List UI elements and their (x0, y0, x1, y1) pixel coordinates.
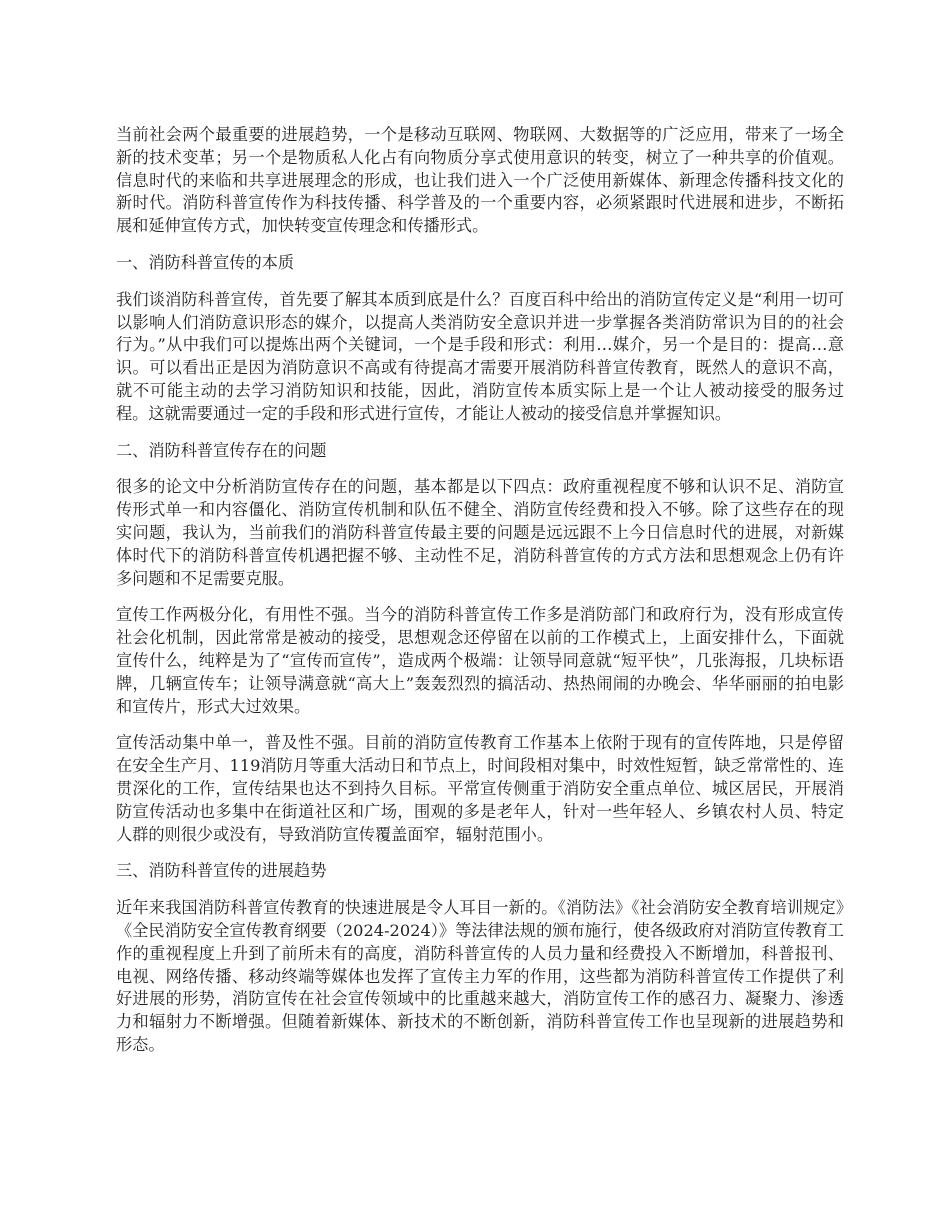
essence-paragraph: 我们谈消防科普宣传，首先要了解其本质到底是什么？百度百科中给出的消防宣传定义是“利用一切可以影响人们消防意识形态的媒介，以提高人类消防安全意识并进一步掌握各类消防常识为目的的社会行为。”从中我们可以提炼出两个关键词，一个是手段和形式：利用…媒介，另一个是目的：提高…意识。可以看出正是因为消防意识不高或有待提高才需要开展消防科普宣传教育，既然人的意识不高，就不可能主动的去学习消防知识和技能，因此，消防宣传本质实际上是一个让人被动接受的服务过程。这就需要通过一定的手段和形式进行宣传，才能让人被动的接受信息并掌握知识。 (116, 289, 844, 423)
intro-paragraph: 当前社会两个最重要的进展趋势，一个是移动互联网、物联网、大数据等的广泛应用，带来了一场全新的技术变革；另一个是物质私人化占有向物质分享式使用意识的转变，树立了一种共享的价值观。信息时代的来临和共享进展理念的形成，也让我们进入一个广泛使用新媒体、新理念传播科技文化的新时代。消防科普宣传作为科技传播、科学普及的一个重要内容，必须紧跟时代进展和进步，不断拓展和延伸宣传方式，加快转变宣传理念和传播形式。 (116, 125, 844, 236)
document-body (116, 124, 844, 1071)
section-heading-2: 二、消防科普宣传存在的问题 (116, 440, 327, 460)
problems-paragraph: 很多的论文中分析消防宣传存在的问题，基本都是以下四点：政府重视程度不够和认识不足、消防宣传形式单一和内容僵化、消防宣传机制和队伍不健全、消防宣传经费和投入不够。除了这些存在的现实问题，我认为，当前我们的消防科普宣传最主要的问题是远远跟不上今日信息时代的进展，对新媒体时代下的消防科普宣传机遇把握不够、主动性不足，消防科普宣传的方式方法和思想观念上仍有许多问题和不足需要克服。 (116, 477, 844, 588)
polarization-paragraph: 宣传工作两极分化，有用性不强。当今的消防科普宣传工作多是消防部门和政府行为，没有形成宣传社会化机制，因此常常是被动的接受，思想观念还停留在以前的工作模式上，上面安排什么，下面就宣传什么，纯粹是为了“宣传而宣传”，造成两个极端：让领导同意就“短平快”，几张海报，几块标语牌，几辆宣传车；让领导满意就“高大上”轰轰烈烈的搞活动、热热闹闹的办晚会、华华丽丽的拍电影和宣传片，形式大过效果。 (116, 605, 844, 716)
trends-paragraph: 近年来我国消防科普宣传教育的快速进展是令人耳目一新的。《消防法》《社会消防安全教育培训规定》《全民消防安全宣传教育纲要（2024-2024）》等法律法规的颁布施行，使各级政府对消防宣传教育工作的重视程度上升到了前所未有的高度，消防科普宣传的人员力量和经费投入不断增加，科普报刊、电视、网络传播、移动终端等媒体也发挥了宣传主力军的作用，这些都为消防科普宣传工作提供了利好进展的形势，消防宣传在社会宣传领域中的比重越来越大，消防宣传工作的感召力、凝聚力、渗透力和辐射力不断增强。但随着新媒体、新技术的不断创新，消防科普宣传工作也呈现新的进展趋势和形态。 (116, 898, 844, 1054)
concentration-paragraph: 宣传活动集中单一，普及性不强。目前的消防宣传教育工作基本上依附于现有的宣传阵地，只是停留在安全生产月、119消防月等重大活动日和节点上，时间段相对集中，时效性短暂，缺乏常常性的、连贯深化的工作，宣传结果也达不到持久目标。平常宣传侧重于消防安全重点单位、城区居民，开展消防宣传活动也多集中在街道社区和广场，围观的多是老年人，针对一些年轻人、乡镇农村人员、特定人群的则很少或没有，导致消防宣传覆盖面窄，辐射范围小。 (116, 733, 844, 844)
section-heading-1: 一、消防科普宣传的本质 (116, 252, 295, 272)
section-heading-3: 三、消防科普宣传的进展趋势 (116, 861, 327, 881)
